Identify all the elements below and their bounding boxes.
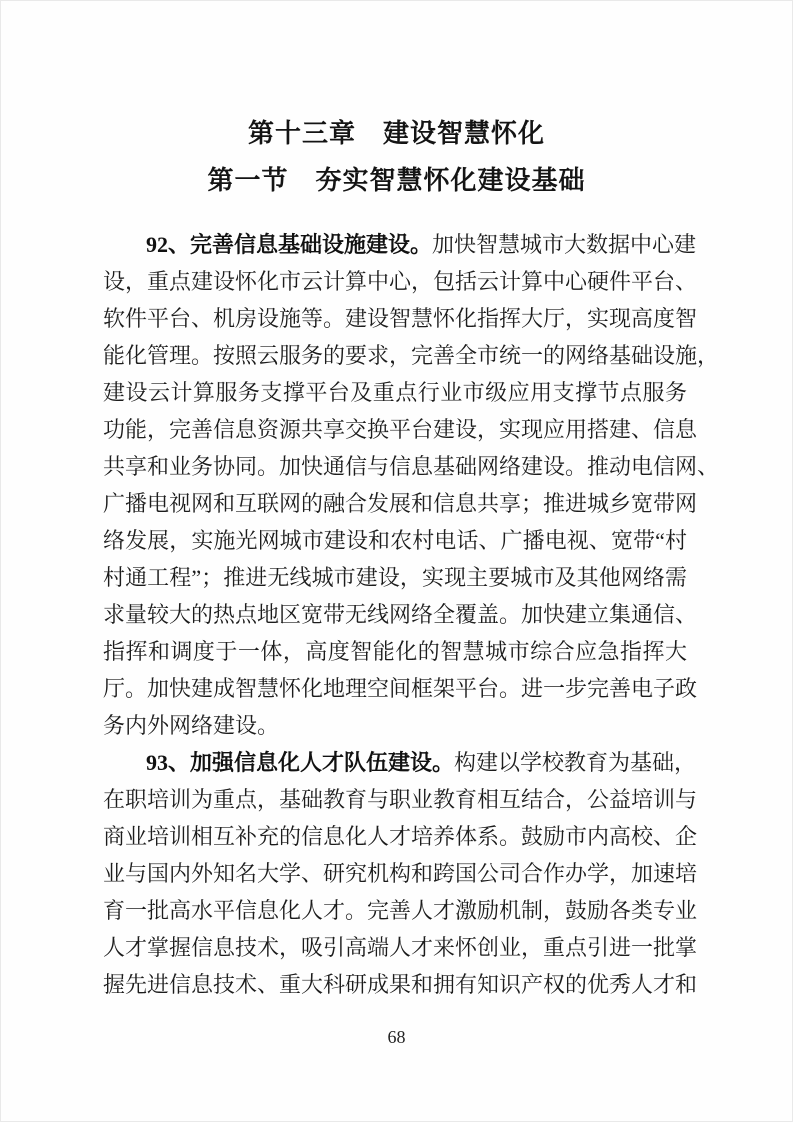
text-line: 络发展，实施光网城市建设和农村电话、广播电视、宽带“村 xyxy=(103,528,687,553)
text-line: 务内外网络建设。 xyxy=(103,713,280,738)
page-number: 68 xyxy=(387,1027,406,1047)
text-line: 人才掌握信息技术，吸引高端人才来怀创业，重点引进一批掌 xyxy=(103,935,698,960)
text-line: 能化管理。按照云服务的要求，完善全市统一的网络基础设施， xyxy=(103,343,720,368)
chapter-heading: 第十三章 建设智慧怀化 xyxy=(247,118,545,148)
text-line: 求量较大的热点地区宽带无线网络全覆盖。加快建立集通信、 xyxy=(103,602,698,627)
text-line xyxy=(103,744,697,781)
section-heading: 第一节 夯实智慧怀化建设基础 xyxy=(207,166,586,195)
text-line: 共享和业务协同。加快通信与信息基础网络建设。推动电信网、 xyxy=(103,454,720,479)
paragraph-93 xyxy=(103,744,698,1003)
text-line: 建设云计算服务支撑平台及重点行业市级应用支撑节点服务 xyxy=(103,380,687,405)
text-line: 握先进信息技术、重大科研成果和拥有知识产权的优秀人才和 xyxy=(103,972,698,997)
text-line: 广播电视网和互联网的融合发展和信息共享；推进城乡宽带网 xyxy=(103,491,698,516)
text-line xyxy=(103,226,697,263)
text-line: 设，重点建设怀化市云计算中心，包括云计算中心硬件平台、 xyxy=(103,269,698,294)
paragraph-93-lead: 93、加强信息化人才队伍建设。 xyxy=(146,750,455,775)
paragraph-92-lead: 92、完善信息基础设施建设。 xyxy=(146,232,433,257)
text-line: 软件平台、机房设施等。建设智慧怀化指挥大厅，实现高度智 xyxy=(103,306,698,331)
text-line: 功能，完善信息资源共享交换平台建设，实现应用搭建、信息 xyxy=(103,417,698,442)
paragraph-93-first-line-tail: 构建以学校教育为基础， xyxy=(454,750,697,775)
text-line: 商业培训相互补充的信息化人才培养体系。鼓励市内高校、企 xyxy=(103,824,698,849)
text-line: 指挥和调度于一体，高度智能化的智慧城市综合应急指挥大 xyxy=(103,639,687,664)
body-text-block xyxy=(103,226,720,1003)
paragraph-92-first-line-tail: 加快智慧城市大数据中心建 xyxy=(432,232,697,257)
text-line: 业与国内外知名大学、研究机构和跨国公司合作办学，加速培 xyxy=(103,861,698,886)
text-line: 厅。加快建成智慧怀化地理空间框架平台。进一步完善电子政 xyxy=(103,676,698,701)
text-line: 村通工程”；推进无线城市建设，实现主要城市及其他网络需 xyxy=(103,565,687,590)
text-line: 育一批高水平信息化人才。完善人才激励机制，鼓励各类专业 xyxy=(103,898,698,923)
paragraph-92 xyxy=(103,226,720,744)
text-line: 在职培训为重点，基础教育与职业教育相互结合，公益培训与 xyxy=(103,787,698,812)
